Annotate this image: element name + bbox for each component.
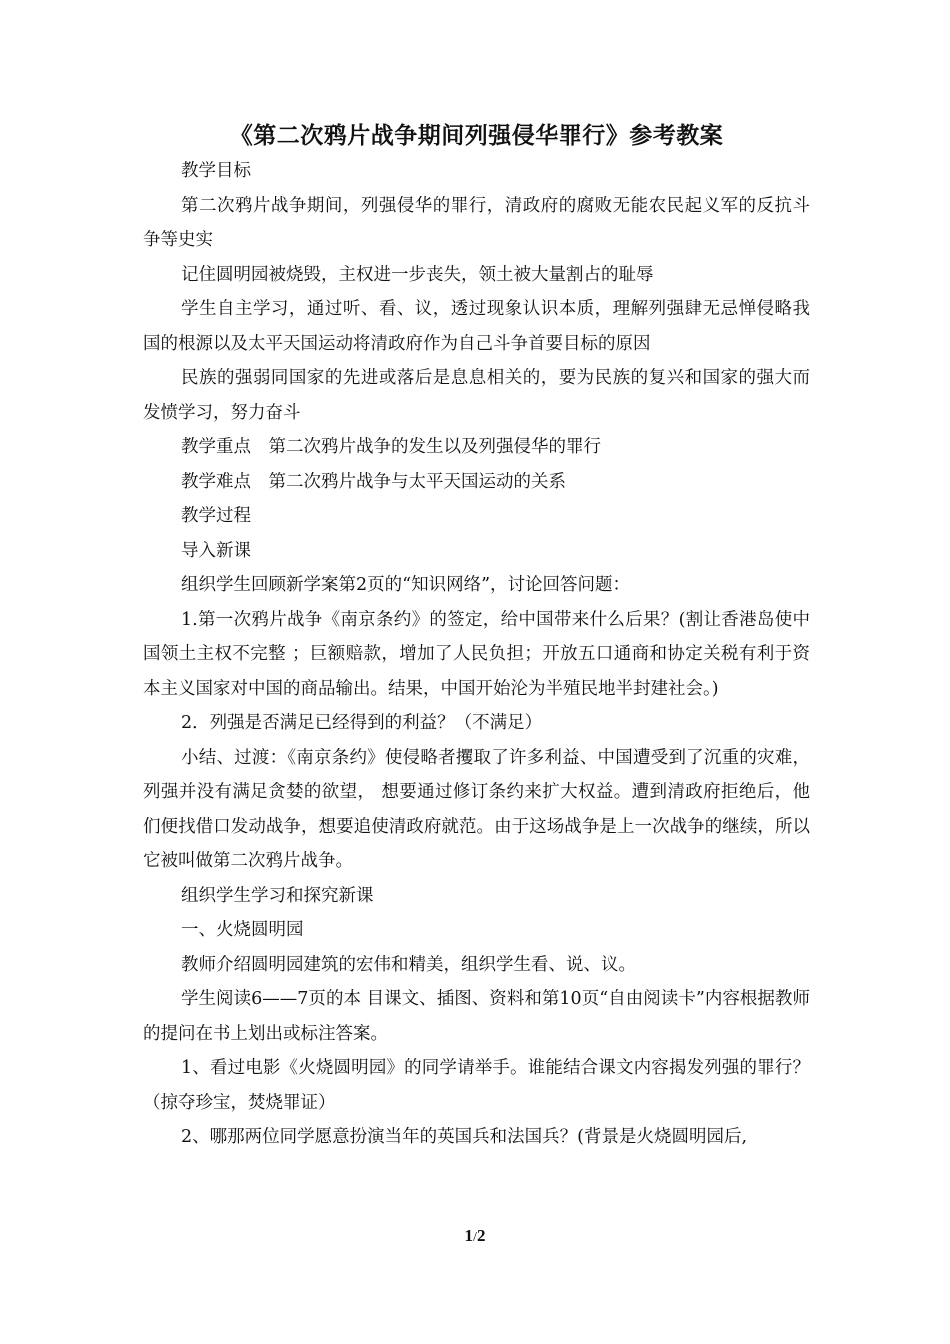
page-separator: / [473, 1230, 477, 1245]
paragraph: 教学难点 第二次鸦片战争与太平天国运动的关系 [181, 471, 566, 492]
paragraph: 1.第一次鸦片战争《南京条约》的签定，给中国带来什么后果？(割让香港岛使中国领土主权不完整 ；巨额赔款，增加了人民负担；开放五口通商和协定关税有利于资本主义国家对中国的商品输出。结果，中国开始沦为半殖民地半封建社会。) [143, 609, 810, 699]
document-page [143, 118, 810, 1155]
paragraph: 2、哪那两位同学愿意扮演当年的英国兵和法国兵？(背景是火烧圆明园后, [181, 1127, 748, 1147]
paragraph: 民族的强弱同国家的先进或落后是息息相关的，要为民族的复兴和国家的强大而发愤学习，努力奋斗 [143, 368, 810, 423]
paragraph: 导入新课 [181, 540, 251, 561]
document-title: 《第二次鸦片战争期间列强侵华罪行》参考教案 [229, 122, 724, 149]
paragraph: 记住圆明园被烧毁，主权进一步丧失，领土被大量割占的耻辱 [181, 264, 654, 285]
paragraph: 学生自主学习，通过听、看、议，透过现象认识本质，理解列强肆无忌惮侵略我国的根源以及太平天国运动将清政府作为自己斗争首要目标的原因 [143, 299, 810, 354]
paragraph: 组织学生回顾新学案第2页的“知识网络”，讨论回答问题： [181, 575, 631, 595]
paragraph: 教师介绍圆明园建筑的宏伟和精美，组织学生看、说、议。 [181, 954, 636, 975]
paragraph: 教学重点 第二次鸦片战争的发生以及列强侵华的罪行 [181, 437, 601, 457]
current-page: 1 [464, 1226, 474, 1245]
paragraph: 一、火烧圆明园 [181, 920, 304, 940]
paragraph: 组织学生学习和探究新课 [181, 885, 374, 906]
paragraph: 教学过程 [181, 506, 251, 526]
paragraph: 小结、过渡：《南京条约》使侵略者攫取了许多利益、中国遭受到了沉重的灾难，列强并没有满足贪婪的欲望， 想要通过修订条约来扩大权益。遭到清政府拒绝后，他们便找借口发动战争，想要追使清政府就范。由于这场战争是上一次战争的继续，所以它被叫做第二次鸦片战争。 [143, 747, 810, 871]
paragraph: 第二次鸦片战争期间，列强侵华的罪行，清政府的腐败无能农民起义军的反抗斗争等史实 [143, 195, 810, 250]
paragraph: 2．列强是否满足已经得到的利益？（不满足） [181, 713, 543, 733]
total-pages: 2 [476, 1226, 486, 1245]
paragraph: 学生阅读6——7页的本 目课文、插图、资料和第10页“自由阅读卡”内容根据教师的提问在书上划出或标注答案。 [143, 989, 810, 1044]
paragraph: 教学目标 [181, 161, 251, 181]
paragraph: 1、看过电影《火烧圆明园》的同学请举手。谁能结合课文内容揭发列强的罪行？（掠夺珍宝，焚烧罪证） [143, 1058, 810, 1113]
page-number [0, 1226, 950, 1246]
